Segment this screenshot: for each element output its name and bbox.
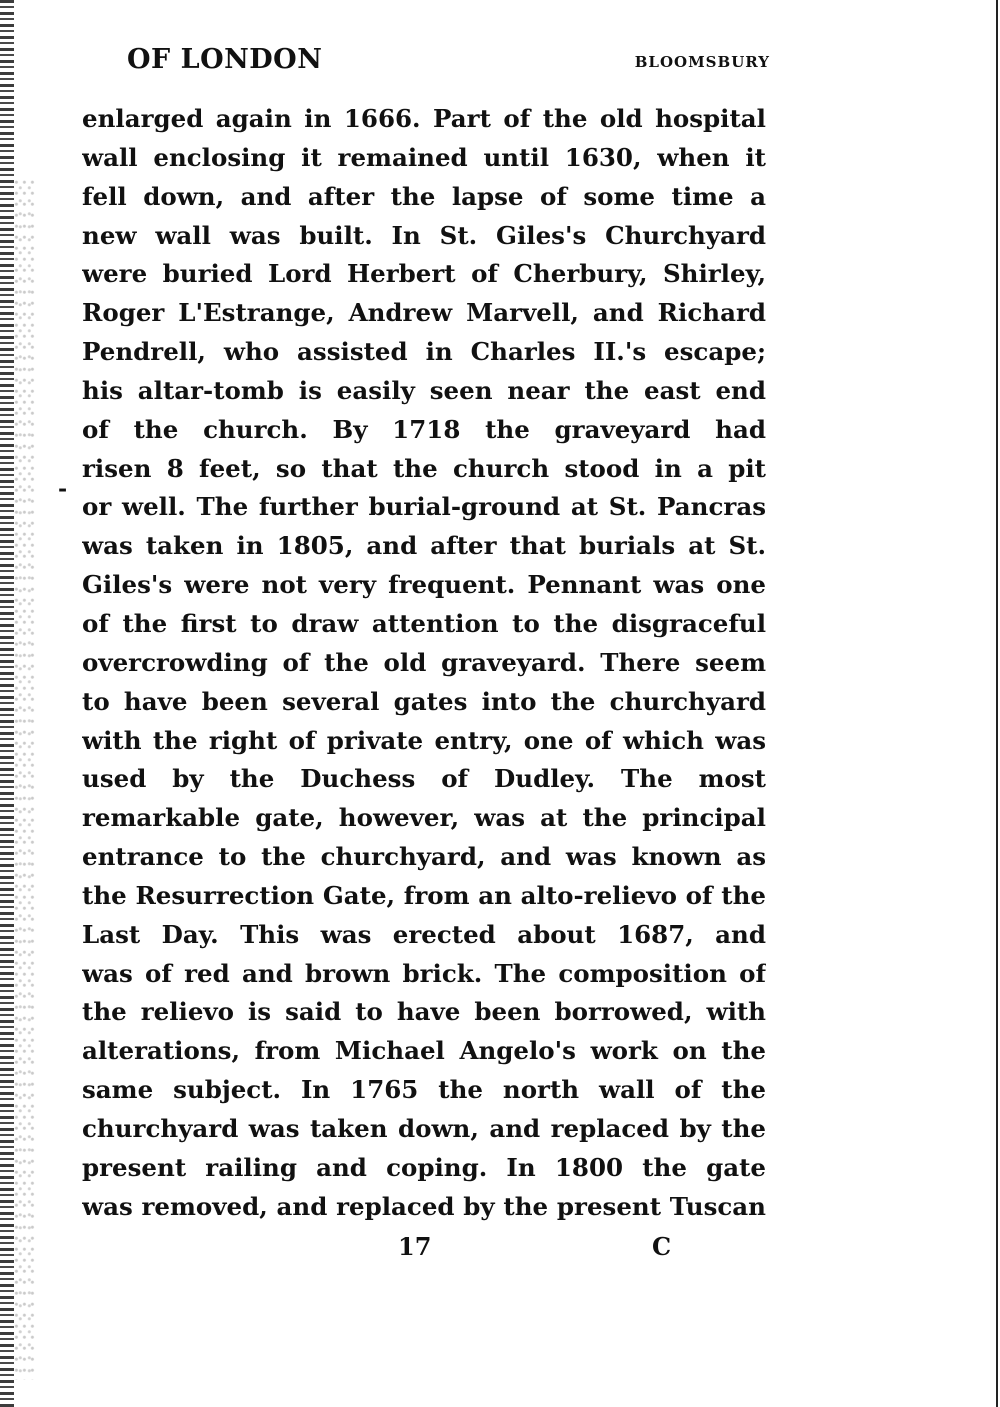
text-line: Pendrell, who assisted in Charles II.'s escape;: [82, 337, 766, 367]
text-line: were buried Lord Herbert of Cherbury, Shirley,: [82, 259, 766, 289]
text-line: same subject. In 1765 the north wall of the: [82, 1075, 766, 1105]
text-line: Giles's were not very frequent. Pennant was one: [82, 570, 766, 600]
text-line: Roger L'Estrange, Andrew Marvell, and Richard: [82, 298, 766, 328]
text-line: fell down, and after the lapse of some time a: [82, 181, 766, 211]
binding-edge: [0, 0, 14, 1407]
text-line: used by the Duchess of Dudley. The most: [82, 764, 766, 794]
page-right-edge: [996, 0, 998, 1407]
text-line: to have been several gates into the churchyard: [82, 686, 766, 716]
text-line: or well. The further burial-ground at St. Pancras: [82, 492, 766, 522]
margin-mark: -: [58, 476, 68, 502]
text-line: was removed, and replaced by the present Tuscan: [82, 1191, 766, 1221]
binding-shadow: [14, 180, 36, 1380]
text-line: of the church. By 1718 the graveyard had: [82, 414, 766, 444]
page-number: 17: [398, 1232, 432, 1261]
text-line: with the right of private entry, one of which was: [82, 725, 766, 755]
text-line: the relievo is said to have been borrowed, with: [82, 997, 766, 1027]
text-line: alterations, from Michael Angelo's work on the: [82, 1036, 766, 1066]
text-line: overcrowding of the old graveyard. There seem: [82, 647, 766, 677]
text-line: remarkable gate, however, was at the principal: [82, 803, 766, 833]
text-line: enlarged again in 1666. Part of the old hospital: [82, 104, 766, 133]
text-line: was taken in 1805, and after that burials at St.: [82, 531, 766, 561]
text-line: was of red and brown brick. The composition of: [82, 958, 766, 988]
text-line: churchyard was taken down, and replaced by the: [82, 1113, 766, 1143]
text-line: his altar-tomb is easily seen near the east end: [82, 375, 766, 405]
signature-mark: C: [652, 1232, 672, 1261]
running-head-left: OF LONDON: [127, 44, 323, 75]
text-line: the Resurrection Gate, from an alto-relievo of the: [82, 880, 766, 910]
body-text: [82, 100, 766, 1226]
text-line: wall enclosing it remained until 1630, when it: [82, 142, 766, 172]
text-line: entrance to the churchyard, and was known as: [82, 842, 766, 872]
text-line: of the first to draw attention to the disgraceful: [82, 608, 766, 638]
text-line: present railing and coping. In 1800 the gate: [82, 1152, 766, 1182]
text-line: new wall was built. In St. Giles's Churchyard: [82, 220, 766, 250]
running-head-right: BLOOMSBURY: [634, 53, 770, 71]
text-line: Last Day. This was erected about 1687, and: [82, 919, 766, 949]
text-line: risen 8 feet, so that the church stood in a pit: [82, 453, 766, 483]
